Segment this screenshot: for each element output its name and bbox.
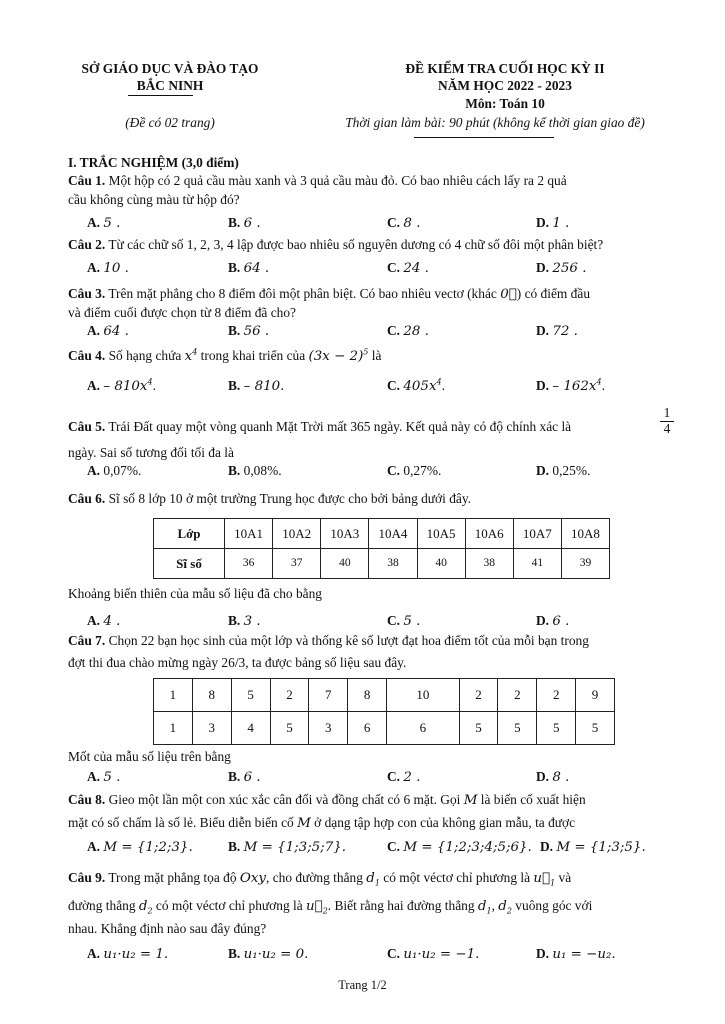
question-5-cont: ngày. Sai số tương đối tối đa là [68,445,234,460]
q5-option-c[interactable]: C. 0,27%. [387,463,442,478]
q2-option-d[interactable]: D. 256 . [536,260,587,276]
question-1: Câu 1. Một hộp có 2 quả cầu màu xanh và 3 quả cầu màu đỏ. Có bao nhiêu cách lấy ra 2 quả [68,173,567,188]
q7-option-b[interactable]: B. 6 . [228,769,261,785]
section-title: I. TRẮC NGHIỆM (3,0 điểm) [68,155,239,170]
question-4: Câu 4. Số hạng chứa $x^4$ trong khai triển của $(3x - 2)^5$ là [68,347,382,364]
question-3: Câu 3. Trên mặt phẳng cho 8 điểm đôi một phân biệt. Có bao nhiêu vectơ (khác 0⃗) có điểm đầu [68,286,591,302]
q9-option-b[interactable]: B. u₁·u₂ = 0. [228,946,309,962]
q6-option-b[interactable]: B. 3 . [228,613,261,629]
dept-line1: SỞ GIÁO DỤC VÀ ĐÀO TẠO [81,61,259,76]
question-1-cont: cầu không cùng màu từ hộp đó? [68,192,240,207]
q1-option-c[interactable]: C. 8 . [387,215,421,231]
q5-option-b[interactable]: B. 0,08%. [228,463,282,478]
q3-option-d[interactable]: D. 72 . [536,323,578,339]
q4-option-d[interactable]: D. – $162x^4$. [536,377,605,394]
question-9-cont: đường thẳng $d_2$ có một véctơ chỉ phương là $u⃗_2$. Biết rằng hai đường thẳng $d_1$, $d_2$ vuông góc với [68,898,593,916]
class-size-table: Lớp 10A1 10A2 10A3 10A4 10A5 10A6 10A7 10A8 Sĩ số 36 37 40 38 40 38 41 39 [153,518,610,579]
question-7: Câu 7. Chọn 22 bạn học sinh của một lớp và thống kê số lượt đạt hoa điểm tốt của mỗi bạn trong [68,633,589,648]
q4-option-c[interactable]: C. $405x^4$. [387,377,445,394]
q3-option-b[interactable]: B. 56 . [228,323,270,339]
q9-option-a[interactable]: A. u₁·u₂ = 1. [87,946,169,962]
exam-year: NĂM HỌC 2022 - 2023 [438,78,572,93]
scores-table: 1 8 5 2 7 8 10 2 2 2 9 1 3 4 5 3 6 6 5 5 5 5 [153,678,615,745]
q3-option-a[interactable]: A. 64 . [87,323,129,339]
pages-note: (Đề có 02 trang) [125,115,215,130]
q5-option-a[interactable]: A. 0,07%. [87,463,142,478]
binomial-expr: $(3x - 2)^5$ [308,347,369,364]
fraction: 1 4 [660,406,674,436]
question-3-cont: và điểm cuối được chọn từ 8 điểm đã cho? [68,305,296,320]
q3-option-c[interactable]: C. 28 . [387,323,429,339]
title-underline [414,137,554,138]
q9-option-c[interactable]: C. u₁·u₂ = −1. [387,946,480,962]
question-7-after: Mốt của mẫu số liệu trên bằng [68,749,231,764]
q1-option-b[interactable]: B. 6 . [228,215,261,231]
q8-option-c[interactable]: C. M = {1;2;3;4;5;6}. [387,839,532,855]
q9-option-d[interactable]: D. u₁ = −u₂. [536,946,616,962]
exam-subject: Môn: Toán 10 [465,96,545,111]
q5-option-d[interactable]: D. 0,25%. [536,463,591,478]
question-6: Câu 6. Sĩ số 8 lớp 10 ở một trường Trung học được cho bởi bảng dưới đây. [68,491,472,506]
q2-option-a[interactable]: A. 10 . [87,260,129,276]
q1-option-d[interactable]: D. 1 . [536,215,570,231]
q6-option-a[interactable]: A. 4 . [87,613,121,629]
q7-option-d[interactable]: D. 8 . [536,769,570,785]
q7-option-c[interactable]: C. 2 . [387,769,421,785]
question-6-cont: Khoảng biến thiên của mẫu số liệu đã cho bằng [68,586,322,601]
q6-option-d[interactable]: D. 6 . [536,613,570,629]
question-5: Câu 5. Trái Đất quay một vòng quanh Mặt Trời mất 365 ngày. Kết quả này có độ chính xác là [68,419,572,434]
q2-option-b[interactable]: B. 64 . [228,260,270,276]
page-footer: Trang 1/2 [338,978,387,992]
q1-option-a[interactable]: A. 5 . [87,215,121,231]
q4-option-b[interactable]: B. – 810. [228,378,285,394]
question-8: Câu 8. Gieo một lần một con xúc xắc cân đối và đồng chất có 6 mặt. Gọi M là biến cố xuất hiện [68,792,586,808]
question-8-cont: mặt có số chấm là số lẻ. Biểu diễn biến cố M ở dạng tập hợp con của không gian mẫu, ta được [68,815,576,831]
exam-time: Thời gian làm bài: 90 phút (không kể thời gian giao đề) [345,115,645,130]
exam-title: ĐỀ KIỂM TRA CUỐI HỌC KỲ II [405,61,605,76]
q8-option-a[interactable]: A. M = {1;2;3}. [87,839,193,855]
dept-underline [128,95,193,96]
x4-term: $x^4$ [184,347,198,364]
q6-option-c[interactable]: C. 5 . [387,613,421,629]
q8-option-d[interactable]: D. M = {1;3;5}. [540,839,646,855]
q8-option-b[interactable]: B. M = {1;3;5;7}. [228,839,346,855]
question-7-cont: đợt thi đua chào mừng ngày 26/3, ta được bảng số liệu sau đây. [68,655,407,670]
question-2: Câu 2. Từ các chữ số 1, 2, 3, 4 lập được bao nhiêu số nguyên dương có 4 chữ số đôi một phân biệt? [68,237,604,252]
q4-option-a[interactable]: A. – $810x^4$. [87,377,156,394]
q7-option-a[interactable]: A. 5 . [87,769,121,785]
question-9: Câu 9. Trong mặt phẳng tọa độ Oxy, cho đường thẳng $d_1$ có một véctơ chỉ phương là $u⃗_1$ và [68,870,572,888]
question-9-cont2: nhau. Khẳng định nào sau đây đúng? [68,921,267,936]
q2-option-c[interactable]: C. 24 . [387,260,429,276]
dept-line2: BẮC NINH [136,78,204,93]
zero-vector: 0⃗ [500,287,517,302]
